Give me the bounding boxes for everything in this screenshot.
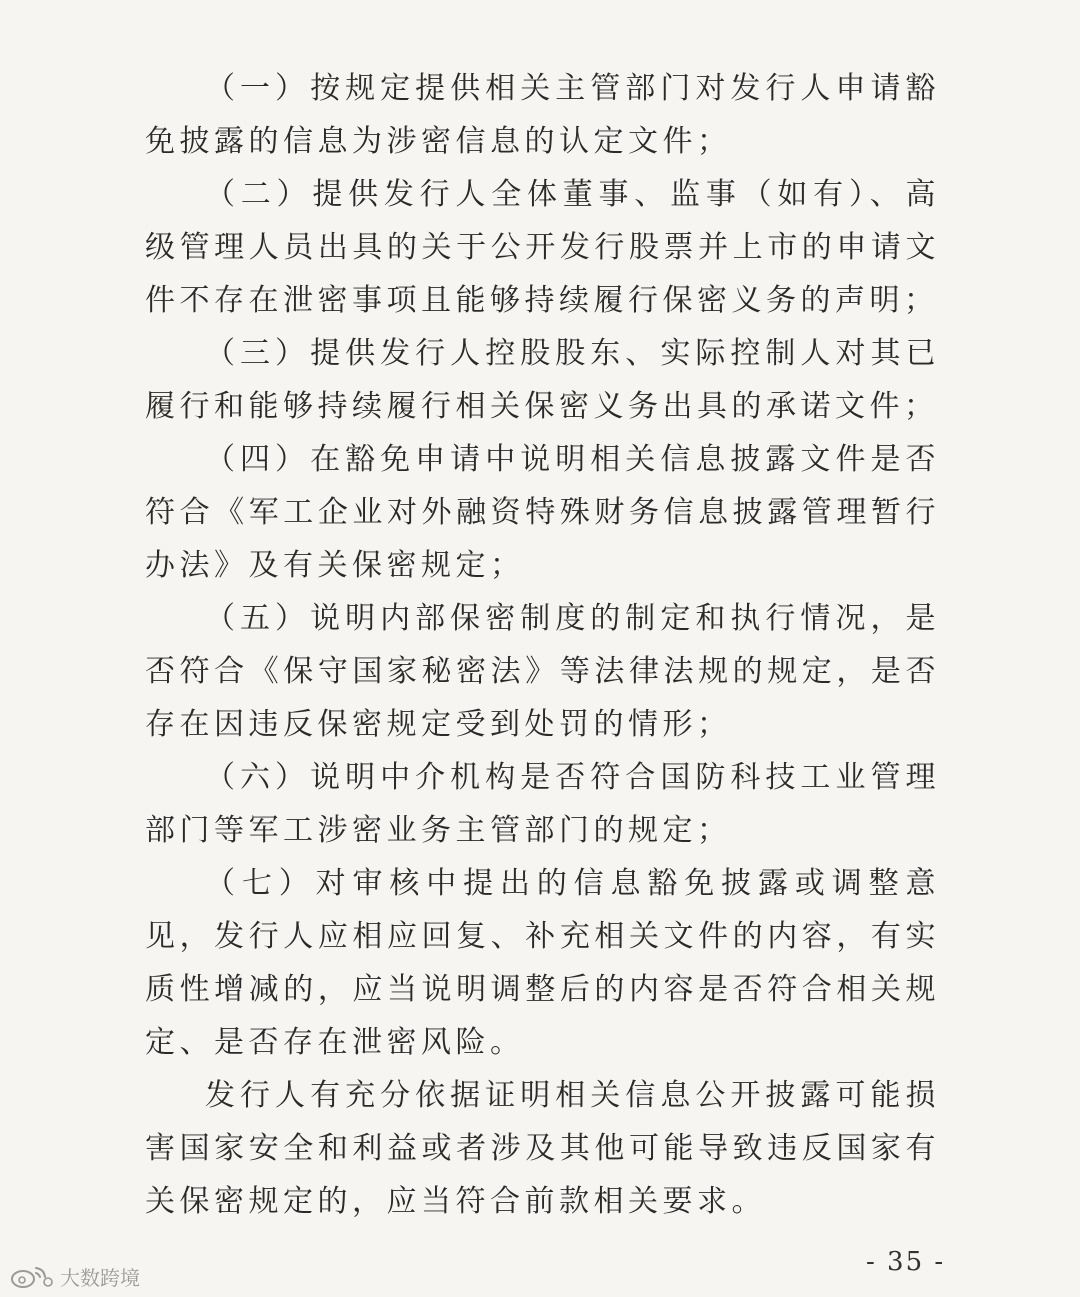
paragraph-closing: 发行人有充分依据证明相关信息公开披露可能损害国家安全和利益或者涉及其他可能导致违反国家有关保密规定的，应当符合前款相关要求。 — [145, 1078, 940, 1219]
paragraph-item-6: （六）说明中介机构是否符合国防科技工业管理部门等军工涉密业务主管部门的规定； — [145, 760, 940, 848]
watermark — [10, 1262, 140, 1291]
page-number: - 35 - — [866, 1247, 946, 1277]
weibo-logo-icon — [10, 1264, 54, 1290]
paragraph-item-4: （四）在豁免申请中说明相关信息披露文件是否符合《军工企业对外融资特殊财务信息披露管理暂行办法》及有关保密规定； — [145, 442, 940, 583]
paragraph-item-3: （三）提供发行人控股股东、实际控制人对其已履行和能够持续履行相关保密义务出具的承诺文件； — [145, 336, 940, 424]
paragraph-item-5: （五）说明内部保密制度的制定和执行情况，是否符合《保守国家秘密法》等法律法规的规定，是否存在因违反保密规定受到处罚的情形； — [145, 601, 940, 742]
paragraph-item-2: （二）提供发行人全体董事、监事（如有）、高级管理人员出具的关于公开发行股票并上市的申请文件不存在泄密事项且能够持续履行保密义务的声明； — [145, 177, 940, 318]
document-body — [145, 62, 940, 1228]
paragraph-item-1: （一）按规定提供相关主管部门对发行人申请豁免披露的信息为涉密信息的认定文件； — [145, 71, 940, 159]
paragraph-item-7: （七）对审核中提出的信息豁免披露或调整意见，发行人应相应回复、补充相关文件的内容，有实质性增减的，应当说明调整后的内容是否符合相关规定、是否存在泄密风险。 — [145, 866, 940, 1060]
watermark-text: 大数跨境 — [60, 1266, 140, 1290]
